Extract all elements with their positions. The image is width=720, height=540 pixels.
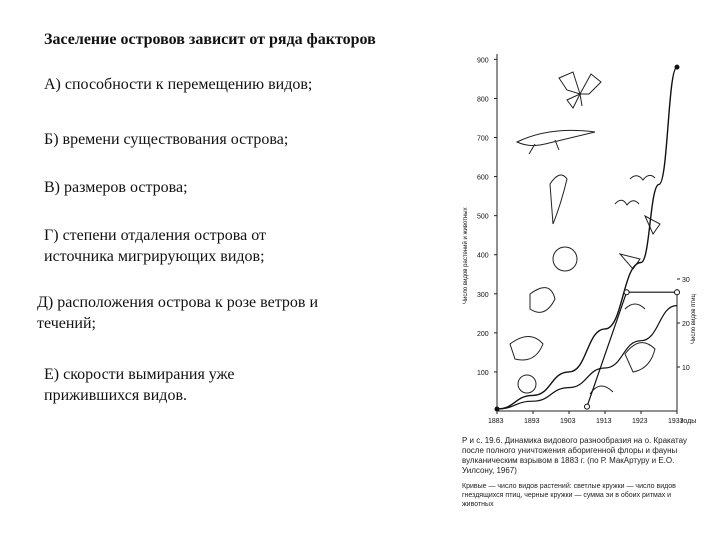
total-species-point [675, 65, 680, 70]
left-tick-label: 200 [477, 330, 489, 338]
left-tick-label: 100 [477, 369, 489, 377]
x-tick-label: 1903 [560, 418, 576, 425]
left-tick-label: 600 [477, 174, 489, 182]
factor-b: Б) времени существования острова; [44, 131, 289, 148]
right-tick-label: 20 [682, 321, 690, 328]
left-tick-label: 800 [477, 96, 489, 104]
left-tick-label: 900 [477, 57, 489, 65]
left-tick-label: 500 [477, 213, 489, 221]
factor-d: Г) степени отдаления острова от источника мигрирующих видов; [44, 227, 266, 265]
factor-e: Д) расположения острова к розе ветров и течений; [37, 294, 319, 332]
x-tick-label: 1933 [668, 418, 684, 425]
figure-caption [462, 436, 692, 509]
factor-a: А) способности к перемещению видов; [44, 76, 313, 93]
species-dynamics-figure [455, 44, 705, 434]
bird-species-point [585, 404, 590, 409]
caption-text: Р и с. 19.6. Динамика видового разнообразия на о. Кракатау после полного уничтожения аборигенной флоры и фауны вулканическим взрывом в 1883 г. (по Р. МакАртуру и Е.О. Уилсону, 1967) [462, 436, 687, 475]
total-species-curve [497, 67, 677, 409]
factor-c: В) размеров острова; [44, 179, 188, 196]
left-tick-label: 400 [477, 252, 489, 260]
x-tick-label: 1923 [632, 418, 648, 425]
butterfly-illustration [559, 72, 601, 108]
bird-species-point [675, 290, 680, 295]
x-tick-label: 1913 [596, 418, 612, 425]
bird-species-curve [587, 292, 677, 406]
right-tick-label: 10 [682, 365, 690, 372]
x-axis-unit: годы [681, 418, 697, 425]
slide-title: Заселение островов зависит от ряда факторов [44, 31, 376, 48]
plant-species-curve [497, 306, 677, 410]
left-tick-label: 700 [477, 135, 489, 143]
x-tick-label: 1893 [524, 418, 540, 425]
bird-species-point [624, 290, 629, 295]
lizard-illustration [517, 130, 595, 154]
total-species-point [495, 407, 500, 412]
right-tick-label: 30 [682, 277, 690, 284]
left-axis-label: Число видов растений и животных [463, 207, 469, 304]
left-tick-label: 300 [477, 291, 489, 299]
axis-layer [497, 54, 677, 411]
caption-note: Кривые — число видов растений: светлые кружки — число видов гнездящихся птиц, черные кружки — сумма эи в обоих ритмах и животных [462, 483, 676, 508]
factor-f: Е) скорости вымирания уже прижившихся видов. [44, 366, 235, 404]
right-axis-label: Число видов птиц [691, 294, 697, 344]
x-tick-label: 1883 [488, 418, 504, 425]
